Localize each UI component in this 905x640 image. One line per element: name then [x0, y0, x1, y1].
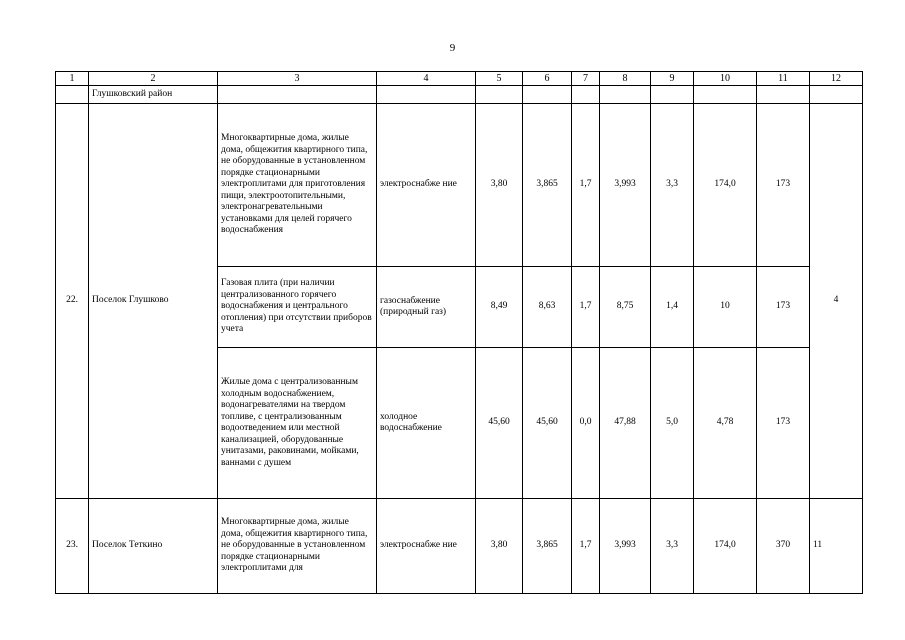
col12-value: 11	[810, 499, 863, 594]
value-cell: 3,3	[651, 104, 694, 267]
empty-cell	[377, 86, 476, 104]
empty-cell	[694, 86, 757, 104]
empty-cell	[523, 86, 572, 104]
column-number: 5	[476, 72, 523, 86]
housing-description: Газовая плита (при наличии централизованного горячего водоснабжения и центрального отопления) при отсутствии приборов учета	[218, 267, 377, 348]
value-cell: 3,993	[600, 104, 651, 267]
value-cell: 1,7	[572, 104, 600, 267]
value-cell: 3,3	[651, 499, 694, 594]
empty-cell	[651, 86, 694, 104]
empty-cell	[600, 86, 651, 104]
settlement-name: Поселок Глушково	[89, 104, 218, 499]
housing-description: Многоквартирные дома, жилые дома, общежития квартирного типа, не оборудованные в установленном порядке стационарными электроплитами для	[218, 499, 377, 594]
empty-cell	[218, 86, 377, 104]
column-number: 9	[651, 72, 694, 86]
column-number: 7	[572, 72, 600, 86]
column-number: 4	[377, 72, 476, 86]
table-row	[56, 499, 863, 594]
settlement-name: Поселок Теткино	[89, 499, 218, 594]
column-number-row	[56, 72, 863, 86]
value-cell: 8,75	[600, 267, 651, 348]
district-row	[56, 86, 863, 104]
column-number: 11	[757, 72, 810, 86]
district-name: Глушковский район	[89, 86, 218, 104]
value-cell: 370	[757, 499, 810, 594]
value-cell: 174,0	[694, 499, 757, 594]
page-number: 9	[449, 42, 456, 54]
column-number: 12	[810, 72, 863, 86]
column-number: 8	[600, 72, 651, 86]
value-cell: 45,60	[523, 348, 572, 499]
district-num-cell	[56, 86, 89, 104]
row-number: 22.	[56, 104, 89, 499]
service-type: газоснабжение (природный газ)	[377, 267, 476, 348]
value-cell: 3,865	[523, 499, 572, 594]
column-number: 2	[89, 72, 218, 86]
value-cell: 3,80	[476, 104, 523, 267]
tariff-table	[55, 71, 863, 594]
value-cell: 3,865	[523, 104, 572, 267]
value-cell: 173	[757, 348, 810, 499]
value-cell: 1,7	[572, 499, 600, 594]
value-cell: 45,60	[476, 348, 523, 499]
value-cell: 1,7	[572, 267, 600, 348]
value-cell: 47,88	[600, 348, 651, 499]
column-number: 10	[694, 72, 757, 86]
housing-description: Многоквартирные дома, жилые дома, общежития квартирного типа, не оборудованные в установленном порядке стационарными электроплитами для приготовления пищи, электроотопительными, электронагревательными установками для целей горячего водоснабжения	[218, 104, 377, 267]
value-cell: 3,80	[476, 499, 523, 594]
empty-cell	[757, 86, 810, 104]
col12-value: 4	[810, 104, 863, 499]
service-type: холодное водоснабжение	[377, 348, 476, 499]
service-type: электроснабже ние	[377, 104, 476, 267]
column-number: 1	[56, 72, 89, 86]
value-cell: 1,4	[651, 267, 694, 348]
value-cell: 5,0	[651, 348, 694, 499]
row-number: 23.	[56, 499, 89, 594]
value-cell: 8,63	[523, 267, 572, 348]
service-type: электроснабже ние	[377, 499, 476, 594]
value-cell: 3,993	[600, 499, 651, 594]
column-number: 6	[523, 72, 572, 86]
housing-description: Жилые дома с централизованным холодным водоснабжением, водонагревателями на твердом топливе, с централизованным водоотведением или местной канализацией, оборудованные унитазами, раковинами, мойками, ваннами с душем	[218, 348, 377, 499]
column-number: 3	[218, 72, 377, 86]
value-cell: 8,49	[476, 267, 523, 348]
value-cell: 4,78	[694, 348, 757, 499]
value-cell: 173	[757, 267, 810, 348]
value-cell: 174,0	[694, 104, 757, 267]
empty-cell	[572, 86, 600, 104]
empty-cell	[810, 86, 863, 104]
value-cell: 0,0	[572, 348, 600, 499]
value-cell: 173	[757, 104, 810, 267]
value-cell: 10	[694, 267, 757, 348]
table-row	[56, 104, 863, 267]
empty-cell	[476, 86, 523, 104]
